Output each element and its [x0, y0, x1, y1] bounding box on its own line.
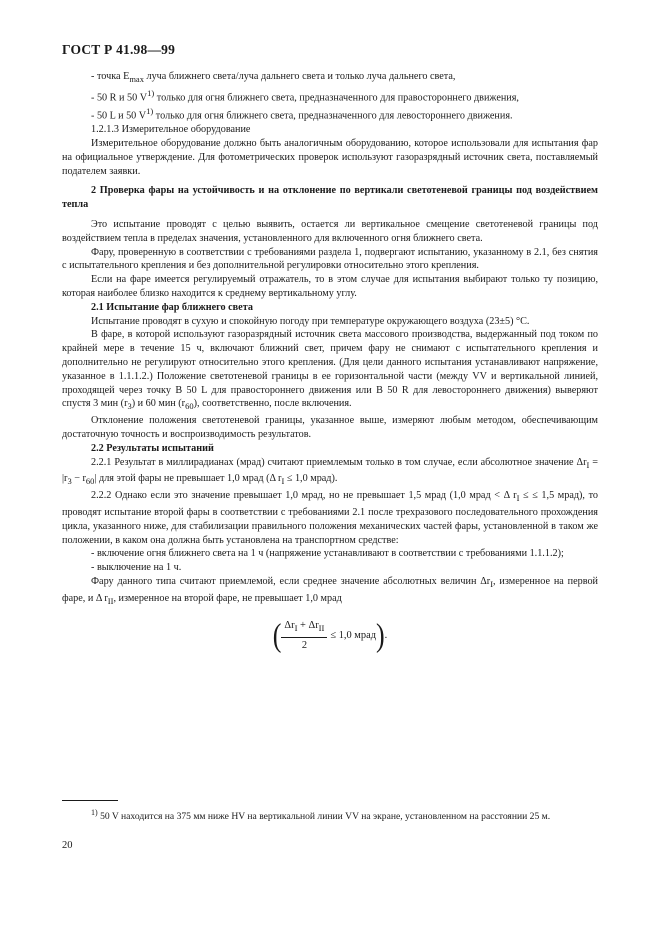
list-item-switch-off: - выключение на 1 ч.: [91, 562, 182, 574]
paragraph-221: 2.2.1 Результат в миллирадианах (мрад) считают приемлемым только в том случае, если абсолютное значение $\Delta r_I = |r_3 - r_{60}|$ для этой фары не превышает 1,0 мрад (Δ $r_I \le 1,0$ мрад).: [62, 456, 598, 487]
paragraph-21b: В фаре, в которой используют газоразрядный источник света массового производства, выдержанный под током по крайней мере в течение 15 ч, включают ближний свет, причем фару не снимают с испытательного крепления и дополнительно не регулируют относительно этого крепления. (Для цели данного испытания устанавливают напряжение, указанное в 1.1.1.2.) Положение светотеневой границы в ее горизонтальной части (между VV и вертикальной линией, проходящей через точку B 50 L для правостороннего движения или B 50 R для левостороннего движения) выверяют спустя 3 мин $(r_3)$ и 60 мин $(r_{60})$, соответственно, после включения.: [62, 329, 598, 412]
paragraph-222: 2.2.2 Однако если это значение превышает 1,0 мрад, но не превышает 1,5 мрад (1,0 мрад < Δ $r_I$ ≤ ≤ 1,5 мрад), то проводят испытание второй фары в соответствии с требованиями 2.1 после трехразового последовательного прохождения цикла, указанного ниже, для стабилизации правильного положения механических частей фары, установленной в таком же положении, в каком она должна быть установлена на транспортном средстве:: [62, 490, 598, 546]
paragraph-2c: Если на фаре имеется регулируемый отражатель, то в этом случае для испытания выбирают только ту позицию, которая наиболее близко находится к среднему вертикальному углу.: [62, 274, 598, 299]
fraction: [281, 619, 327, 653]
page-number: 20: [62, 840, 73, 851]
right-paren: ): [375, 616, 385, 654]
left-paren: (: [272, 616, 282, 654]
bullet-50l: - 50 L и 50 $V^{1)}$ только для огня ближнего света, предназначенного для левостороннего движения.: [91, 106, 513, 122]
section-2-heading: 2 Проверка фары на устойчивость и на отклонение по вертикали светотеневой границы под воздействием тепла: [62, 185, 598, 211]
footnote: $^{1)}$ 50 V находится на 375 мм ниже HV на вертикальной линии VV на экране, установленном на расстоянии 25 м.: [91, 808, 551, 823]
fraction-numerator: $\Delta r_I + \Delta r_{II}$: [281, 619, 327, 638]
paragraph-2b: Фару, проверенную в соответствии с требованиями раздела 1, подвергают испытанию, указанному в 2.1, без снятия с испытательного крепления и без дополнительной регулировки относительно этого крепления.: [62, 246, 598, 272]
paragraph-21c: Отклонение положения светотеневой границы, указанное выше, измеряют любым методом, обеспечивающим достаточную точность и воспроизводимость результатов.: [62, 415, 598, 440]
section-21-heading: 2.1 Испытание фар ближнего света: [91, 301, 253, 313]
document-body: [62, 70, 598, 652]
formula-period: .: [384, 629, 388, 641]
footnote-separator: [62, 800, 118, 801]
paragraph-21a: Испытание проводят в сухую и спокойную погоду при температуре окружающего воздуха (23±5) °С.: [91, 315, 530, 327]
paragraph-2a: Это испытание проводят с целью выявить, остается ли вертикальное смещение светотеневой границы под воздействием тепла в пределах значения, установленного для включенного огня ближнего света.: [62, 218, 598, 244]
section-22-heading: 2.2 Результаты испытаний: [91, 442, 214, 454]
fraction-denominator: 2: [301, 639, 308, 651]
subsection-1213-heading: 1.2.1.3 Измерительное оборудование: [91, 124, 251, 136]
bullet-50r: - 50 R и 50 $V^{1)}$ только для огня ближнего света, предназначенного для правостороннего движения,: [91, 87, 519, 104]
formula-limit: ≤ 1,0 мрад: [330, 629, 376, 641]
bullet-emax: - точка $E_{max}$ луча ближнего света/луча дальнего света и только луча дальнего света,: [91, 71, 456, 85]
list-item-switch-on: - включение огня ближнего света на 1 ч (напряжение устанавливают в соответствии с требованиями 1.1.1.2);: [91, 548, 564, 560]
average-deviation-formula: [62, 616, 598, 654]
document-header: ГОСТ Р 41.98—99: [62, 42, 176, 57]
paragraph-1213: Измерительное оборудование должно быть аналогичным оборудованию, которое использовали для испытания фар на официальное утверждение. Для фотометрических проверок используют газоразрядный источник света, поставляемый подателем заявки.: [62, 138, 598, 177]
paragraph-223: Фару данного типа считают приемлемой, если среднее значение абсолютных величин $\Delta r_I$, измеренное на первой фаре, и Δ $r_{II}$, измеренное на второй фаре, не превышает 1,0 мрад: [62, 576, 599, 606]
